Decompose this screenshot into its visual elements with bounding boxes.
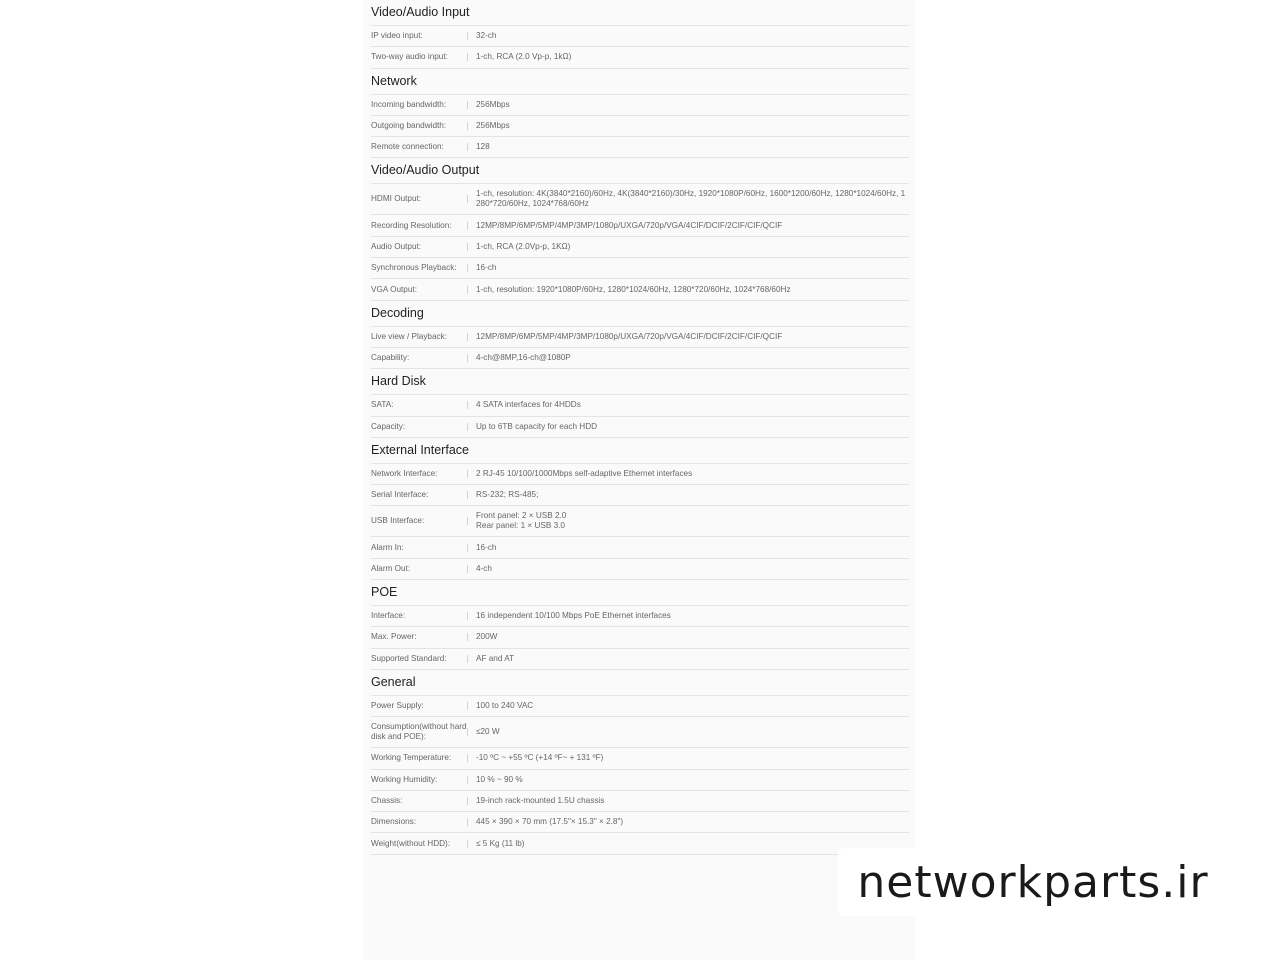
row-divider [467, 32, 468, 40]
row-divider [467, 122, 468, 130]
spec-value: 1-ch, RCA (2.0Vp-p, 1KΩ) [476, 241, 571, 251]
section-title: Network [371, 69, 909, 95]
spec-label: Remote connection: [371, 142, 444, 152]
spec-section [371, 158, 909, 300]
spec-value: 4-ch@8MP,16-ch@1080P [476, 353, 571, 363]
row-divider [467, 776, 468, 784]
spec-row [371, 696, 909, 717]
row-divider [467, 754, 468, 762]
spec-label: Dimensions: [371, 817, 417, 827]
spec-row [371, 770, 909, 791]
row-divider [467, 655, 468, 663]
row-divider [467, 101, 468, 109]
spec-row [371, 215, 909, 236]
spec-row [371, 649, 909, 670]
spec-label: Incoming bandwidth: [371, 99, 447, 109]
row-divider [467, 143, 468, 151]
spec-label: Serial Interface: [371, 490, 429, 500]
row-divider [467, 354, 468, 362]
section-title: Decoding [371, 301, 909, 327]
row-divider [467, 818, 468, 826]
spec-row [371, 537, 909, 558]
row-divider [467, 53, 468, 61]
spec-label: Weight(without HDD): [371, 838, 451, 848]
spec-label: Capacity: [371, 421, 406, 431]
spec-value: 12MP/8MP/6MP/5MP/4MP/3MP/1080p/UXGA/720p/VGA/4CIF/DCIF/2CIF/CIF/QCIF [476, 331, 783, 341]
spec-row [371, 137, 909, 158]
row-divider [467, 491, 468, 499]
row-divider [467, 470, 468, 478]
row-divider [467, 633, 468, 641]
spec-label: HDMI Output: [371, 194, 422, 204]
spec-value: ≤ 5 Kg (11 lb) [476, 838, 525, 848]
spec-value: 16 independent 10/100 Mbps PoE Ethernet interfaces [476, 611, 671, 621]
spec-row [371, 417, 909, 438]
spec-label: Supported Standard: [371, 653, 447, 663]
row-divider [467, 264, 468, 272]
spec-label: Working Temperature: [371, 753, 452, 763]
row-divider [467, 544, 468, 552]
spec-section [371, 580, 909, 670]
row-divider [467, 565, 468, 573]
section-title: POE [371, 580, 909, 606]
section-title: Video/Audio Input [371, 0, 909, 26]
spec-row [371, 812, 909, 833]
spec-label: Capability: [371, 353, 410, 363]
spec-row [371, 395, 909, 416]
spec-label: Interface: [371, 611, 406, 621]
spec-label: Outgoing bandwidth: [371, 121, 447, 131]
spec-label: Chassis: [371, 795, 403, 805]
spec-label: Alarm Out: [371, 563, 411, 573]
spec-section [371, 301, 909, 370]
spec-label: USB Interface: [371, 516, 425, 526]
spec-label: Power Supply: [371, 701, 424, 711]
spec-row [371, 258, 909, 279]
spec-row [371, 717, 909, 748]
spec-label: IP video input: [371, 31, 423, 41]
spec-value: 10 % ~ 90 % [476, 774, 523, 784]
spec-value: Front panel: 2 × USB 2.0 Rear panel: 1 × USB 3.0 [476, 511, 567, 531]
row-divider [467, 195, 468, 203]
spec-section [371, 670, 909, 855]
spec-value: 1-ch, resolution: 1920*1080P/60Hz, 1280*1024/60Hz, 1280*720/60Hz, 1024*768/60Hz [476, 284, 791, 294]
row-divider [467, 728, 468, 736]
spec-row [371, 184, 909, 215]
spec-row [371, 791, 909, 812]
spec-label: Two-way audio input: [371, 52, 448, 62]
spec-row [371, 327, 909, 348]
spec-value: 100 to 240 VAC [476, 701, 534, 711]
spec-value: -10 ºC ~ +55 ºC (+14 ºF~ + 131 ºF) [476, 753, 604, 763]
spec-row [371, 559, 909, 580]
watermark-logo [838, 848, 1228, 916]
row-divider [467, 517, 468, 525]
spec-label: Max. Power: [371, 632, 417, 642]
specifications-panel [363, 0, 915, 960]
section-title: External Interface [371, 438, 909, 464]
spec-value: RS-232; RS-485; [476, 490, 539, 500]
spec-row [371, 627, 909, 648]
spec-row [371, 116, 909, 137]
spec-label: Recording Resolution: [371, 220, 452, 230]
spec-row [371, 237, 909, 258]
row-divider [467, 243, 468, 251]
section-title: General [371, 670, 909, 696]
spec-value: 256Mbps [476, 121, 510, 131]
spec-value: 16-ch [476, 263, 497, 273]
spec-row [371, 279, 909, 300]
spec-row [371, 748, 909, 769]
spec-section [371, 69, 909, 159]
spec-value: 12MP/8MP/6MP/5MP/4MP/3MP/1080p/UXGA/720p/VGA/4CIF/DCIF/2CIF/CIF/QCIF [476, 220, 783, 230]
spec-value: 16-ch [476, 542, 497, 552]
spec-value: 4-ch [476, 563, 492, 573]
row-divider [467, 423, 468, 431]
spec-label: Audio Output: [371, 241, 422, 251]
row-divider [467, 797, 468, 805]
spec-row [371, 464, 909, 485]
spec-label: Network Interface: [371, 469, 438, 478]
spec-label: Working Humidity: [371, 774, 438, 784]
spec-value: 256Mbps [476, 99, 510, 109]
spec-row [371, 606, 909, 627]
spec-row [371, 833, 909, 854]
spec-value: 19-inch rack-mounted 1.5U chassis [476, 795, 605, 805]
spec-value: 1-ch, RCA (2.0 Vp-p, 1kΩ) [476, 52, 572, 62]
section-title: Video/Audio Output [371, 158, 909, 184]
spec-label: Synchronous Playback: [371, 263, 457, 273]
spec-value: 128 [476, 142, 490, 152]
row-divider [467, 702, 468, 710]
spec-row [371, 95, 909, 116]
row-divider [467, 401, 468, 409]
spec-row [371, 506, 909, 537]
row-divider [467, 333, 468, 341]
spec-value: AF and AT [476, 653, 515, 663]
spec-row [371, 348, 909, 369]
spec-section [371, 369, 909, 438]
section-title: Hard Disk [371, 369, 909, 395]
spec-label: Alarm In: [371, 542, 404, 552]
spec-value: Up to 6TB capacity for each HDD [476, 421, 598, 431]
spec-value: 32-ch [476, 31, 497, 41]
spec-label: VGA Output: [371, 284, 417, 294]
spec-label: SATA: [371, 400, 394, 410]
spec-value: 1-ch, resolution: 4K(3840*2160)/60Hz, 4K(3840*2160)/30Hz, 1920*1080P/60Hz, 1600*1200/60Hz, 1280*1024/60Hz, 1280*720/60Hz, 1024*768/60Hz [476, 189, 906, 209]
spec-value: 200W [476, 632, 498, 642]
spec-section [371, 0, 909, 69]
spec-value: ≤20 W [476, 727, 500, 737]
spec-label: Consumption(without hard disk and POE): [371, 722, 467, 742]
spec-row [371, 47, 909, 68]
row-divider [467, 222, 468, 230]
spec-value: 2 RJ-45 10/100/1000Mbps self-adaptive Ethernet interfaces [476, 469, 693, 478]
spec-row [371, 26, 909, 47]
row-divider [467, 840, 468, 848]
row-divider [467, 612, 468, 620]
spec-label: Live view / Playback: [371, 331, 447, 341]
spec-section [371, 438, 909, 580]
spec-row [371, 485, 909, 506]
watermark-text: networkparts.ir [857, 856, 1209, 908]
spec-value: 4 SATA interfaces for 4HDDs [476, 400, 581, 410]
spec-value: 445 × 390 × 70 mm (17.5"× 15.3" × 2.8") [476, 817, 624, 827]
row-divider [467, 286, 468, 294]
